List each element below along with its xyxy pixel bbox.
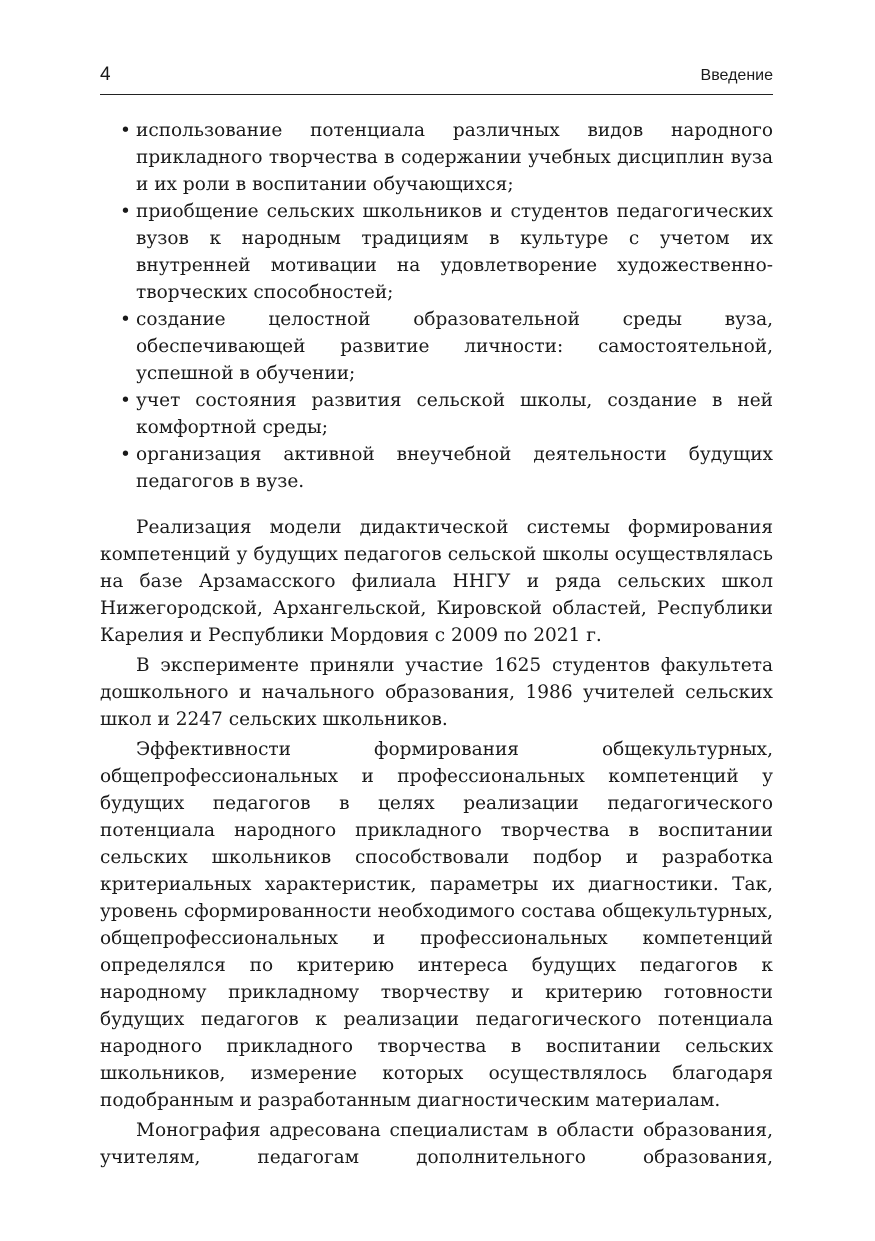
list-item bbox=[100, 306, 773, 387]
bullet-icon: • bbox=[120, 390, 131, 411]
list-item bbox=[100, 198, 773, 306]
list-item-text: создание целостной образовательной среды вуза, обеспечивающей развитие личности: самостоятельной, успешной в обучении; bbox=[136, 309, 773, 384]
bullet-icon: • bbox=[120, 444, 131, 465]
page-number: 4 bbox=[100, 64, 111, 85]
list-item bbox=[100, 441, 773, 495]
bullet-list bbox=[100, 117, 773, 495]
body-text bbox=[100, 514, 773, 1174]
bullet-icon: • bbox=[120, 120, 131, 141]
list-item bbox=[100, 387, 773, 441]
bullet-icon: • bbox=[120, 201, 131, 222]
paragraph: Эффективности формирования общекультурных, общепрофессиональных и профессиональных компетенций у будущих педагогов в целях реализации педагогического потенциала народного прикладного творчества в воспитании сельских школьников способствовали подбор и разработка критериальных характеристик, параметры их диагностики. Так, уровень сформированности необходимого состава общекультурных, общепрофессиональных и профессиональных компетенций определялся по критерию интереса будущих педагогов к народному прикладному творчеству и критерию готовности будущих педагогов к реализации педагогического потенциала народного прикладного творчества в воспитании сельских школьников, измерение которых осуществлялось благодаря подобранным и разработанным диагностическим материалам. bbox=[100, 739, 773, 1111]
list-item bbox=[100, 117, 773, 198]
list-item-text: приобщение сельских школьников и студентов педагогических вузов к народным традициям в культуре с учетом их внутренней мотивации на удовлетворение художественно-творческих способностей; bbox=[136, 201, 773, 303]
list-item-text: использование потенциала различных видов народного прикладного творчества в содержании учебных дисциплин вуза и их роли в воспитании обучающихся; bbox=[136, 120, 773, 195]
running-head: Введение bbox=[700, 67, 773, 84]
bullet-icon: • bbox=[120, 309, 131, 330]
paragraph: В эксперименте приняли участие 1625 студентов факультета дошкольного и начального образования, 1986 учителей сельских школ и 2247 сельских школьников. bbox=[100, 655, 773, 730]
paragraph: Монография адресована специалистам в области образования, учителям, педагогам дополнительного образования, bbox=[100, 1120, 773, 1168]
list-item-text: учет состояния развития сельской школы, создание в ней комфортной среды; bbox=[136, 390, 773, 438]
page-header bbox=[100, 64, 773, 95]
paragraph: Реализация модели дидактической системы формирования компетенций у будущих педагогов сельской школы осуществлялась на базе Арзамасского филиала ННГУ и ряда сельских школ Нижегородской, Архангельской, Кировской областей, Республики Карелия и Республики Мордовия с 2009 по 2021 г. bbox=[100, 517, 773, 646]
list-item-text: организация активной внеучебной деятельности будущих педагогов в вузе. bbox=[136, 444, 773, 492]
